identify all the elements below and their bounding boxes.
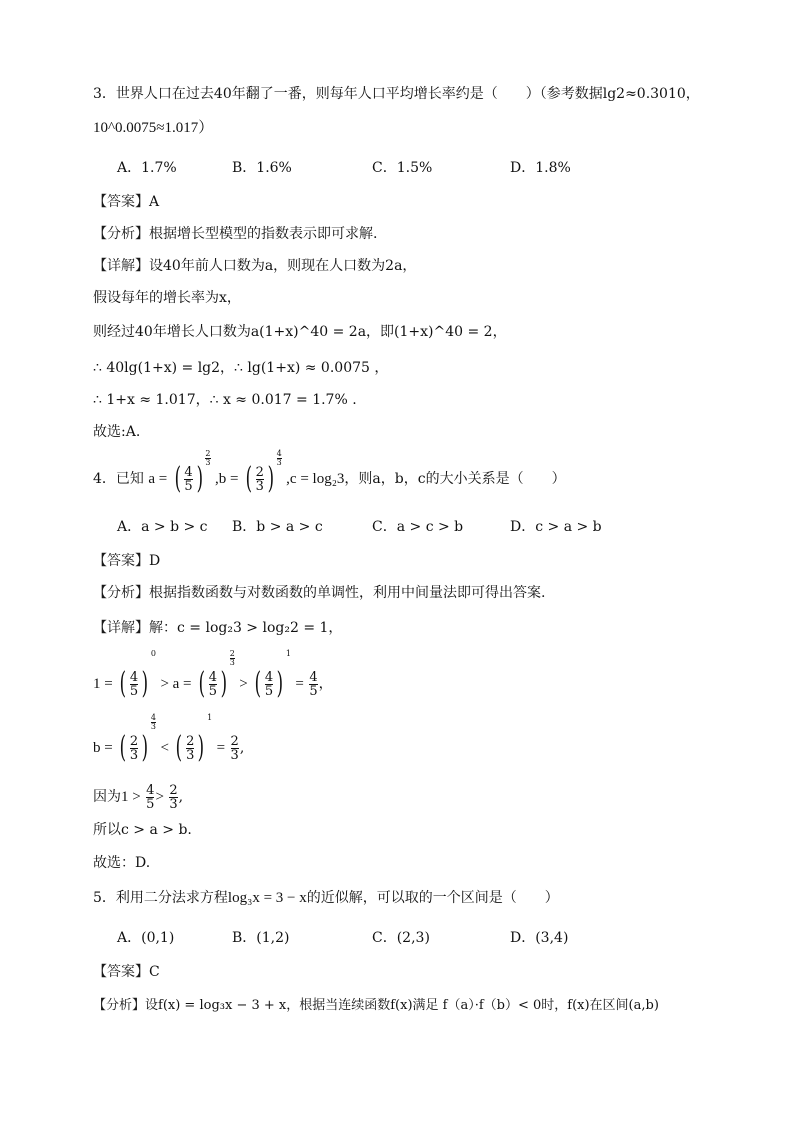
q5-analysis: 【分析】设f(x) = log₃x − 3 + x，根据当连续函数f(x)满足 f（a）·f（b）< 0时，f(x)在区间(a,b) bbox=[93, 998, 659, 1013]
q3-line-4: ∴ 1+x ≈ 1.017，∴ x ≈ 0.017 = 1.7% . bbox=[93, 392, 357, 408]
q4-so: 所以c > a > b. bbox=[93, 822, 192, 838]
q4-end: 故选：D. bbox=[93, 855, 151, 871]
q3-option-c: C．1.5% bbox=[372, 160, 433, 176]
q3-reference: 10^0.0075≈1.017） bbox=[93, 120, 214, 136]
q4-analysis: 【分析】根据指数函数与对数函数的单调性，利用中间量法即可得出答案. bbox=[93, 585, 546, 601]
q4-option-c: C．a > c > b bbox=[372, 519, 464, 535]
q4-b-bounds: b = ( $\frac{2}{3}$ ) $\frac{4}{3}$ < ( $\frac{2}{3}$ ) 1 = $\frac{2}{3}$ , bbox=[93, 713, 245, 765]
q4-stem: 4．已知 a = ( $\frac{4}{5}$ ) $\frac{2}{3}$ ,b = ( $\frac{2}{3}$ ) $\frac{4}{3}$ ,c = log₂3，则a，b，c的大小关系是（ ） bbox=[93, 449, 566, 496]
q4-option-b: B．b > a > c bbox=[232, 519, 323, 535]
q3-detail: 【详解】设40年前人口数为a，则现在人口数为2a， bbox=[93, 258, 417, 274]
q4-option-d: D．c > a > b bbox=[510, 519, 602, 535]
q3-line-1: 假设每年的增长率为x， bbox=[93, 290, 241, 306]
q4-because: 因为1 > $\frac{4}{5}$ > $\frac{2}{3}$ , bbox=[93, 782, 184, 812]
q3-line-3: ∴ 40lg(1+x) = lg2，∴ lg(1+x) ≈ 0.0075 ， bbox=[93, 360, 389, 376]
q3-stem: 3．世界人口在过去40年翻了一番，则每年人口平均增长率约是（ ）（参考数据lg2≈0.3010， bbox=[93, 86, 700, 102]
q5-option-d: D．(3,4) bbox=[510, 930, 569, 946]
q3-end: 故选:A. bbox=[93, 424, 141, 440]
q4-answer: 【答案】D bbox=[93, 553, 161, 569]
q3-option-d: D．1.8% bbox=[510, 160, 571, 176]
q5-option-a: A．(0,1) bbox=[117, 930, 175, 946]
q4-a-bounds: 1 = ( $\frac{4}{5}$ ) 0 > a = ( $\frac{4}{5}$ ) $\frac{2}{3}$ > ( $\frac{4}{5}$ ) 1 = $\frac{4}{5}$ ， bbox=[93, 649, 333, 701]
q4-detail: 【详解】解：c = log₂3 > log₂2 = 1， bbox=[93, 620, 343, 636]
q3-line-2: 则经过40年增长人口数为a(1+x)^40 = 2a，即(1+x)^40 = 2， bbox=[93, 324, 507, 340]
q5-answer: 【答案】C bbox=[93, 964, 160, 980]
q5-stem: 5．利用二分法求方程log₃x = 3 − x的近似解，可以取的一个区间是（ ） bbox=[93, 890, 559, 906]
q5-option-c: C．(2,3) bbox=[372, 930, 430, 946]
q3-answer: 【答案】A bbox=[93, 194, 160, 210]
q3-analysis: 【分析】根据增长型模型的指数表示即可求解. bbox=[93, 226, 378, 242]
q3-option-b: B．1.6% bbox=[232, 160, 292, 176]
q3-option-a: A．1.7% bbox=[117, 160, 177, 176]
q5-option-b: B．(1,2) bbox=[232, 930, 290, 946]
q4-option-a: A．a > b > c bbox=[117, 519, 208, 535]
